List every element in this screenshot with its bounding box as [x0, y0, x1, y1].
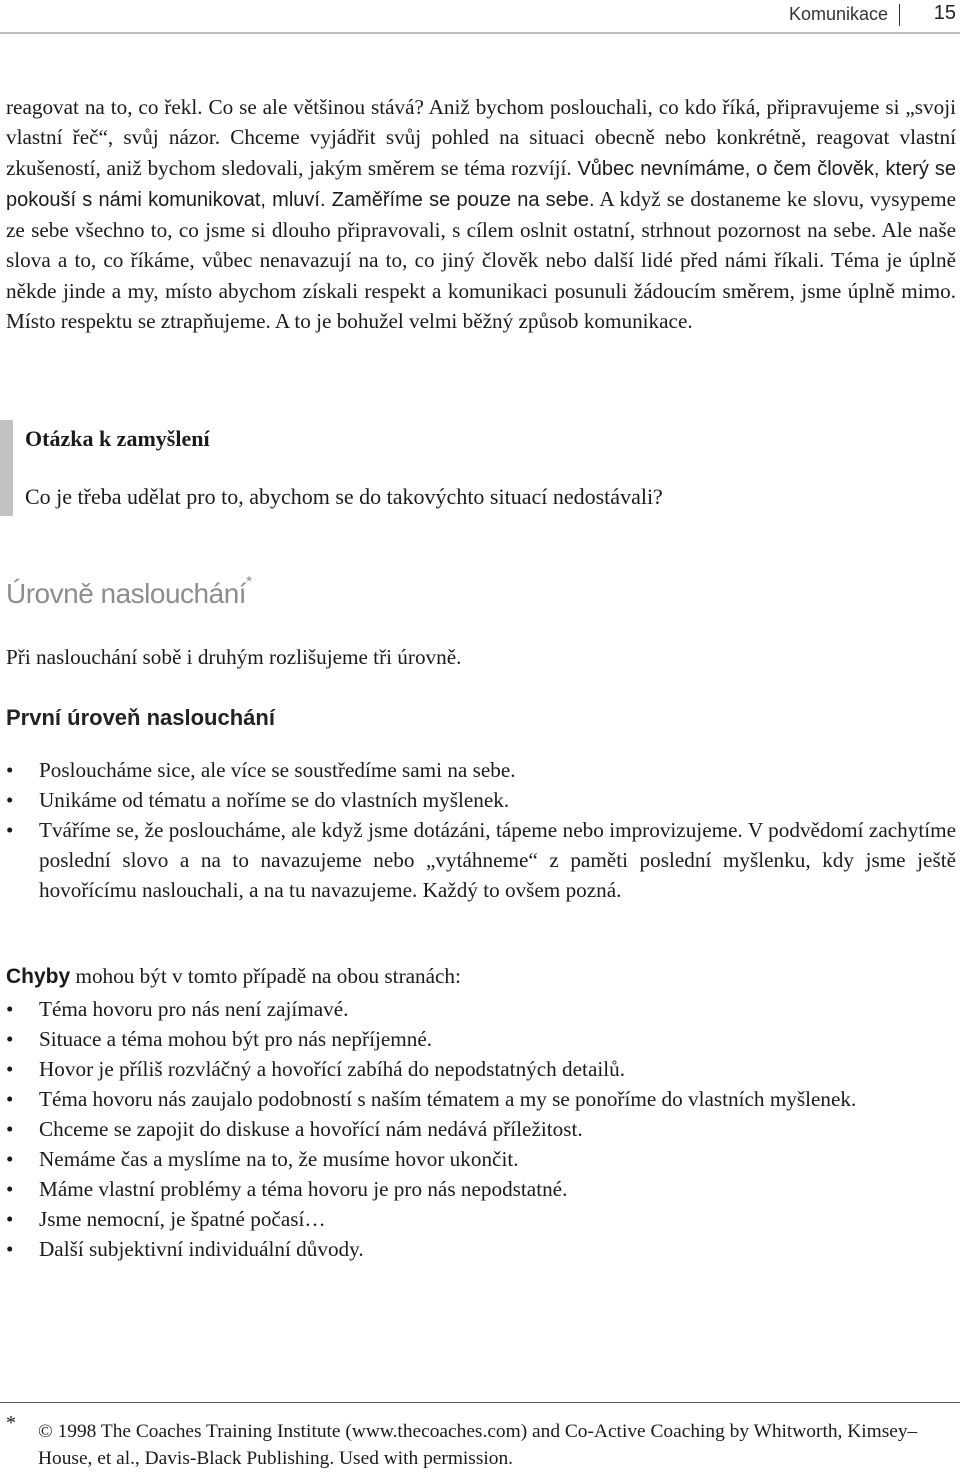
list-item-text: Chceme se zapojit do diskuse a hovořící nám nedává příležitost. — [39, 1117, 583, 1141]
errors-label-rest: mohou být v tomto případě na obou stranách: — [70, 964, 461, 988]
reflection-callout — [0, 420, 950, 516]
list-item — [6, 1084, 956, 1114]
bullet-icon: • — [6, 997, 14, 1021]
page-number: 15 — [933, 2, 956, 24]
footnote-rule — [0, 1402, 960, 1403]
paragraph-part-2: Vůbec nevnímáme, o čem člověk, který se pokouší s námi komunikovat, mluví. Zaměříme se pouze na sebe. — [6, 157, 957, 211]
running-head: Komunikace — [788, 4, 888, 24]
list-item-text: Další subjektivní individuální důvody. — [39, 1237, 364, 1261]
bullet-icon: • — [6, 1177, 14, 1201]
list-item-text: Situace a téma mohou být pro nás nepříjemné. — [39, 1027, 433, 1051]
list-item-text: Hovor je příliš rozvláčný a hovořící zabíhá do nepodstatných detailů. — [39, 1057, 626, 1081]
errors-intro — [6, 964, 461, 989]
list-item — [6, 1114, 956, 1144]
errors-label-bold: Chyby — [6, 965, 71, 988]
subheading-first-level: První úroveň naslouchání — [6, 705, 275, 730]
list-item — [6, 785, 956, 815]
paragraph-part-1: reagovat na to, co řekl. Co se ale většinou stává? Aniž bychom poslouchali, co kdo říká, připravujeme si „svoji vlastní řeč“, svůj názor. Chceme vyjádřit svůj pohled na situaci obecně nebo konkrétně, reagovat vlastní zkušeností, aniž bychom sledovali, jakým směrem se téma rozvíjí. — [6, 95, 956, 180]
bullet-icon: • — [6, 758, 14, 782]
bullet-icon: • — [6, 1147, 14, 1171]
list-item-text: Posloucháme sice, ale více se soustředíme sami na sebe. — [39, 758, 516, 782]
section-heading-text: Úrovně naslouchání — [6, 578, 247, 609]
footnote-mark: * — [6, 1412, 16, 1434]
bullet-icon: • — [6, 818, 14, 842]
header-rule — [0, 32, 960, 34]
list-item — [6, 755, 956, 785]
list-item — [6, 1174, 956, 1204]
bullet-icon: • — [6, 1117, 14, 1141]
list-item-text: Máme vlastní problémy a téma hovoru je pro nás nepodstatné. — [39, 1177, 568, 1201]
bullet-icon: • — [6, 1237, 14, 1261]
list-item — [6, 1204, 956, 1234]
list-item — [6, 1024, 956, 1054]
list-item-text: Unikáme od tématu a noříme se do vlastních myšlenek. — [39, 788, 510, 812]
intro-paragraph — [6, 92, 956, 336]
list-item — [6, 1144, 956, 1174]
section-heading — [6, 573, 252, 610]
page-header — [0, 0, 960, 32]
bullet-icon: • — [6, 1087, 14, 1111]
callout-bar — [0, 420, 13, 516]
bullet-icon: • — [6, 1027, 14, 1051]
footnote-reference: * — [246, 573, 252, 591]
section-intro: Při naslouchání sobě i druhým rozlišujeme tři úrovně. — [6, 645, 462, 669]
paragraph-part-3: A když se dostaneme ke slovu, vysypeme ze sebe všechno to, co jsme si dlouho připravovali, s cílem oslnit ostatní, strhnout pozornost na sebe. Ale naše slova a to, co říkáme, vůbec nenavazují na to, co jiný člověk nebo další lidé před námi říkali. Téma je úplně někde jinde a my, místo abychom získali respekt a komunikaci posunuli žádoucím směrem, jsme úplně mimo. Místo respektu se ztrapňujeme. A to je bohužel velmi běžný způsob komunikace. — [6, 186, 956, 334]
callout-title: Otázka k zamyšlení — [25, 426, 210, 451]
callout-question: Co je třeba udělat pro to, abychom se do takovýchto situací nedostávali? — [25, 484, 663, 509]
list-item-text: Téma hovoru pro nás není zajímavé. — [39, 997, 349, 1021]
list-item-text: Jsme nemocní, je špatné počasí… — [39, 1207, 326, 1231]
bullet-icon: • — [6, 1207, 14, 1231]
list-item-text: Téma hovoru nás zaujalo podobností s naším tématem a my se ponoříme do vlastních myšlenek. — [39, 1087, 857, 1111]
list-item-text: Tváříme se, že posloucháme, ale když jsme dotázáni, tápeme nebo improvizujeme. V podvědomí zachytíme poslední slovo a na to navazujeme nebo „vytáhneme“ z paměti poslední myšlenku, kdy jsme ještě hovořícímu naslouchali, a na tu navazujeme. Každý to ovšem pozná. — [39, 818, 956, 902]
header-separator — [899, 4, 900, 26]
footnote-text: © 1998 The Coaches Training Institute (www.thecoaches.com) and Co-Active Coaching by Whitworth, Kimsey–House, et al., Davis-Black Publishing. Used with permission. — [38, 1421, 918, 1469]
bullet-icon: • — [6, 788, 14, 812]
list-item — [6, 994, 956, 1024]
list-item — [6, 815, 956, 905]
list-item — [6, 1234, 956, 1264]
bullet-icon: • — [6, 1057, 14, 1081]
errors-list — [6, 994, 956, 1264]
first-level-list — [6, 755, 956, 905]
list-item-text: Nemáme čas a myslíme na to, že musíme hovor ukončit. — [39, 1147, 519, 1171]
list-item — [6, 1054, 956, 1084]
